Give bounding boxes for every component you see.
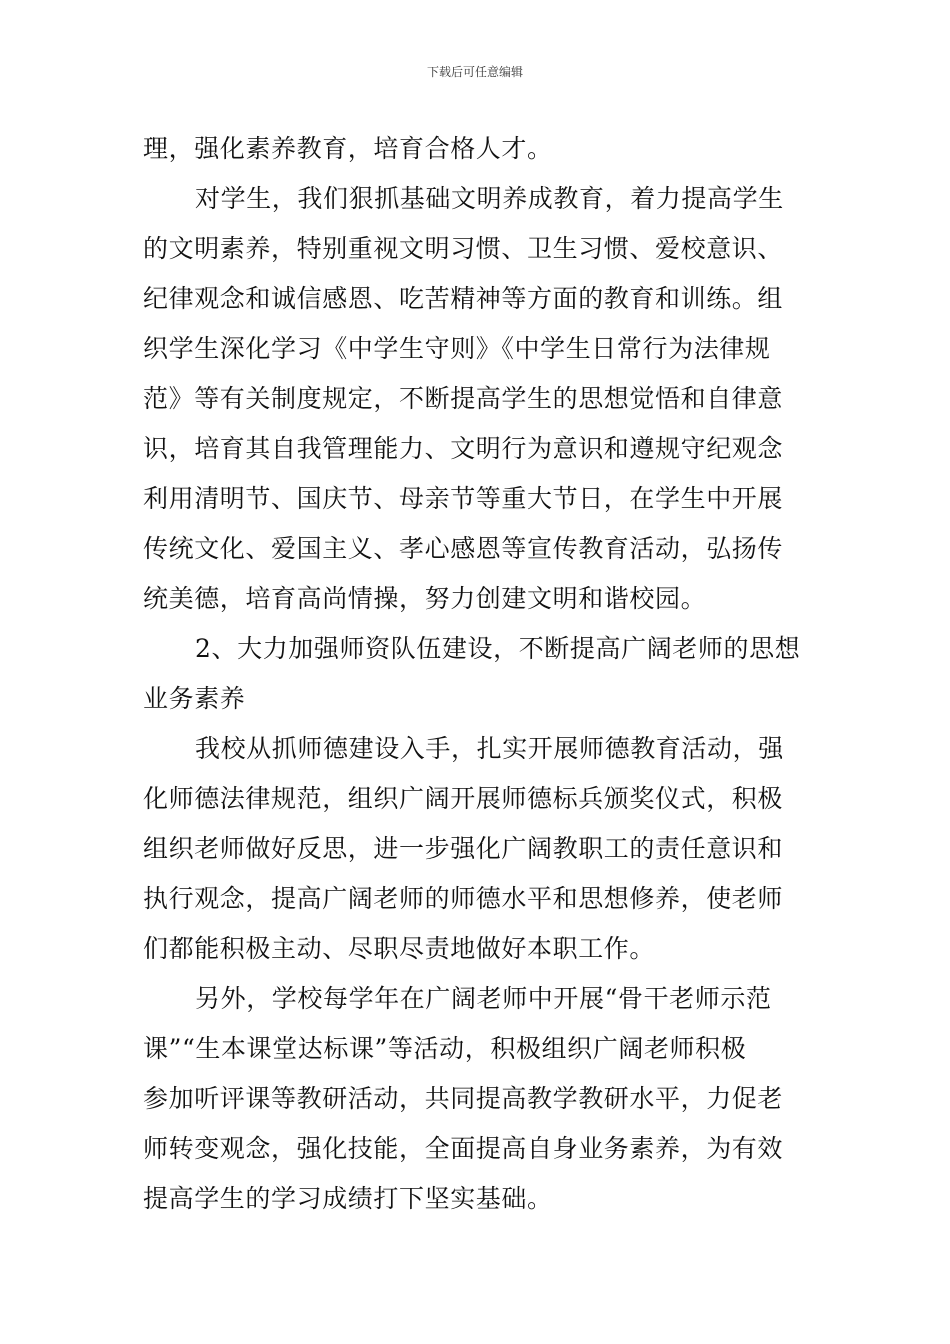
text-line: 织学生深化学习《中学生守则》《中学生日常行为法律规 [143,334,771,363]
text-line: 理，强化素养教育，培育合格人才。 [143,134,553,163]
text-line: 另外，学校每学年在广阔老师中开展“骨干老师示范 [195,984,772,1013]
text-line: 我校从抓师德建设入手，扎实开展师德教育活动，强 [195,734,784,763]
text-line: 课”“生本课堂达标课”等活动，积极组织广阔老师积极 [143,1034,747,1063]
text-line: 识，培育其自我管理能力、文明行为意识和遵规守纪观念 [143,434,784,463]
document-body [143,124,807,1224]
text-line: 纪律观念和诚信感恩、吃苦精神等方面的教育和训练。组 [143,284,784,313]
page-header: 下载后可任意编辑 [426,65,523,79]
text-line: 师转变观念，强化技能，全面提高自身业务素养，为有效 [143,1134,784,1163]
text-line: 统美德，培育高尚情操，努力创建文明和谐校园。 [143,584,707,613]
text-line: 化师德法律规范，组织广阔开展师德标兵颁奖仪式，积极 [143,784,784,813]
text-line: 2、大力加强师资队伍建设，不断提高广阔老师的思想 [195,634,801,663]
text-line: 业务素养 [143,684,246,713]
text-line: 参加听评课等教研活动，共同提高教学教研水平，力促老 [143,1084,784,1113]
text-line: 组织老师做好反思，进一步强化广阔教职工的责任意识和 [143,834,784,863]
text-line: 执行观念，提高广阔老师的师德水平和思想修养，使老师 [143,884,784,913]
text-line: 传统文化、爱国主义、孝心感恩等宣传教育活动，弘扬传 [143,534,784,563]
text-line: 的文明素养，特别重视文明习惯、卫生习惯、爱校意识、 [143,234,784,263]
text-line: 利用清明节、国庆节、母亲节等重大节日，在学生中开展 [143,484,784,513]
text-line: 提高学生的学习成绩打下坚实基础。 [143,1184,553,1213]
text-line: 范》等有关制度规定，不断提高学生的思想觉悟和自律意 [143,384,784,413]
text-line: 们都能积极主动、尽职尽责地做好本职工作。 [143,934,656,963]
text-line: 对学生，我们狠抓基础文明养成教育，着力提高学生 [195,184,784,213]
